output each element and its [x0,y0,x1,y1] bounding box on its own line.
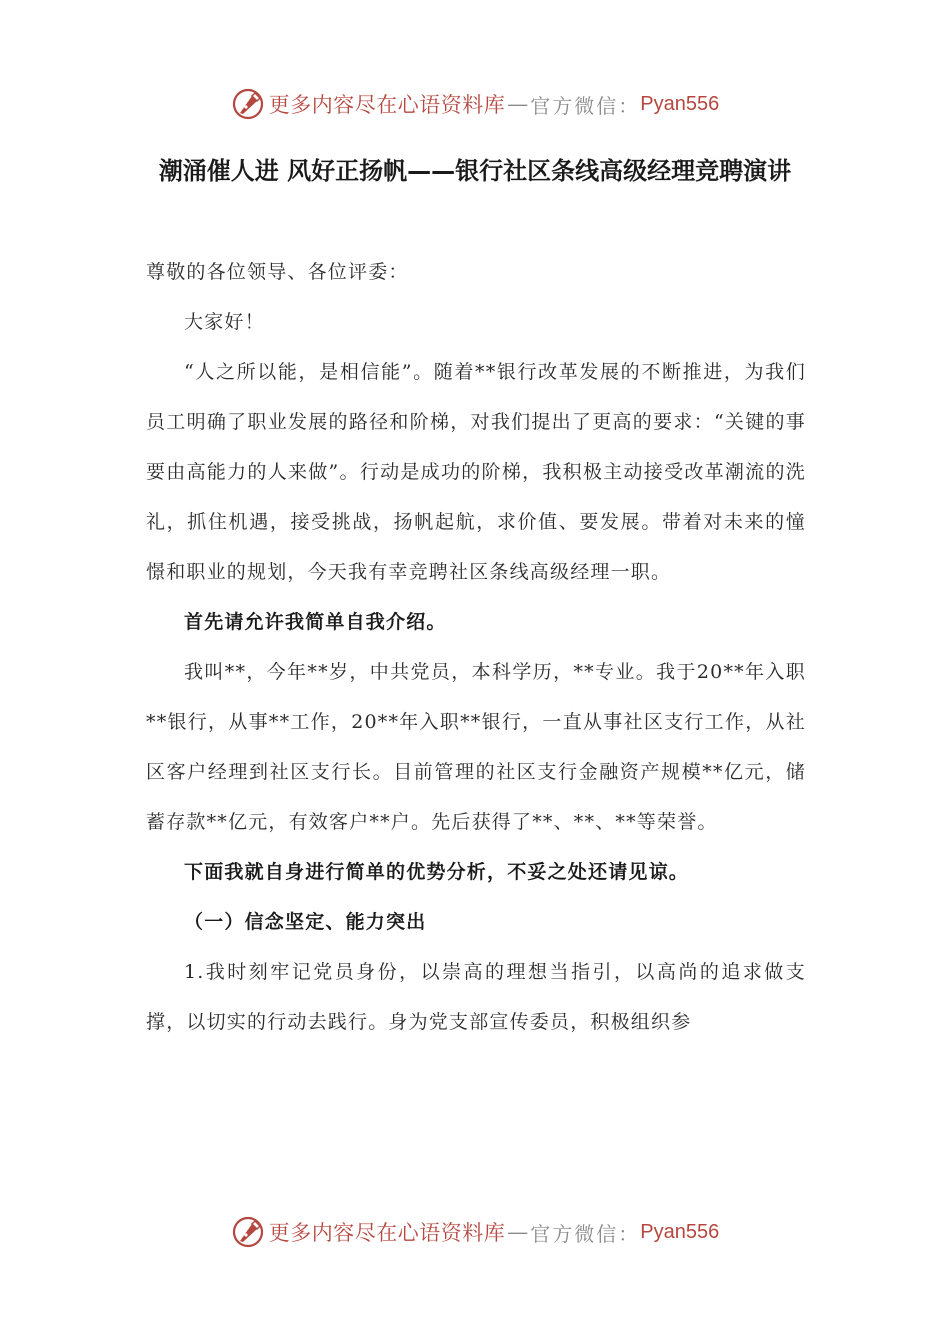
watermark-id: Pyan556 [640,1220,720,1243]
document-body [146,247,806,1047]
document-title: 潮涌催人进 风好正扬帆——银行社区条线高级经理竞聘演讲 [158,157,792,185]
header-watermark [0,84,950,124]
watermark-dash: — [507,92,529,116]
greeting: 大家好！ [184,311,265,333]
watermark-main-text: 更多内容尽在心语资料库 [268,93,506,117]
footer-watermark [0,1212,950,1252]
intro-paragraph: “人之所以能，是相信能”。随着**银行改革发展的不断推进，为我们员工明确了职业发展的路径和阶梯，对我们提出了更高的要求：“关键的事要由高能力的人来做”。行动是成功的阶梯，我积极主动接受改革潮流的洗礼，抓住机遇，接受挑战，扬帆起航，求价值、要发展。带着对未来的憧憬和职业的规划，今天我有幸竞聘社区条线高级经理一职。 [146,361,806,583]
subsection-heading-1: （一）信念坚定、能力突出 [184,911,427,933]
watermark-main-text: 更多内容尽在心语资料库 [268,1221,506,1245]
section-heading-advantages: 下面我就自身进行简单的优势分析，不妥之处还请见谅。 [184,861,690,883]
pen-nib-logo-icon [231,1215,265,1249]
salutation: 尊敬的各位领导、各位评委： [146,261,409,283]
watermark-id: Pyan556 [640,92,720,115]
section-heading-self-introduction: 首先请允许我简单自我介绍。 [184,611,447,633]
point-1-paragraph: 1.我时刻牢记党员身份，以崇高的理想当指引，以高尚的追求做支撑，以切实的行动去践行。身为党支部宣传委员，积极组织参 [146,961,806,1033]
pen-nib-logo-icon [231,87,265,121]
self-introduction-paragraph: 我叫**，今年**岁，中共党员，本科学历，**专业。我于20**年入职**银行，从事**工作，20**年入职**银行，一直从事社区支行工作，从社区客户经理到社区支行长。目前管理的社区支行金融资产规模**亿元，储蓄存款**亿元，有效客户**户。先后获得了**、**、**等荣誉。 [146,661,806,833]
watermark-dash: — [507,1220,529,1244]
watermark-sub-text: 官方微信： [530,93,641,118]
watermark-sub-text: 官方微信： [530,1221,641,1246]
